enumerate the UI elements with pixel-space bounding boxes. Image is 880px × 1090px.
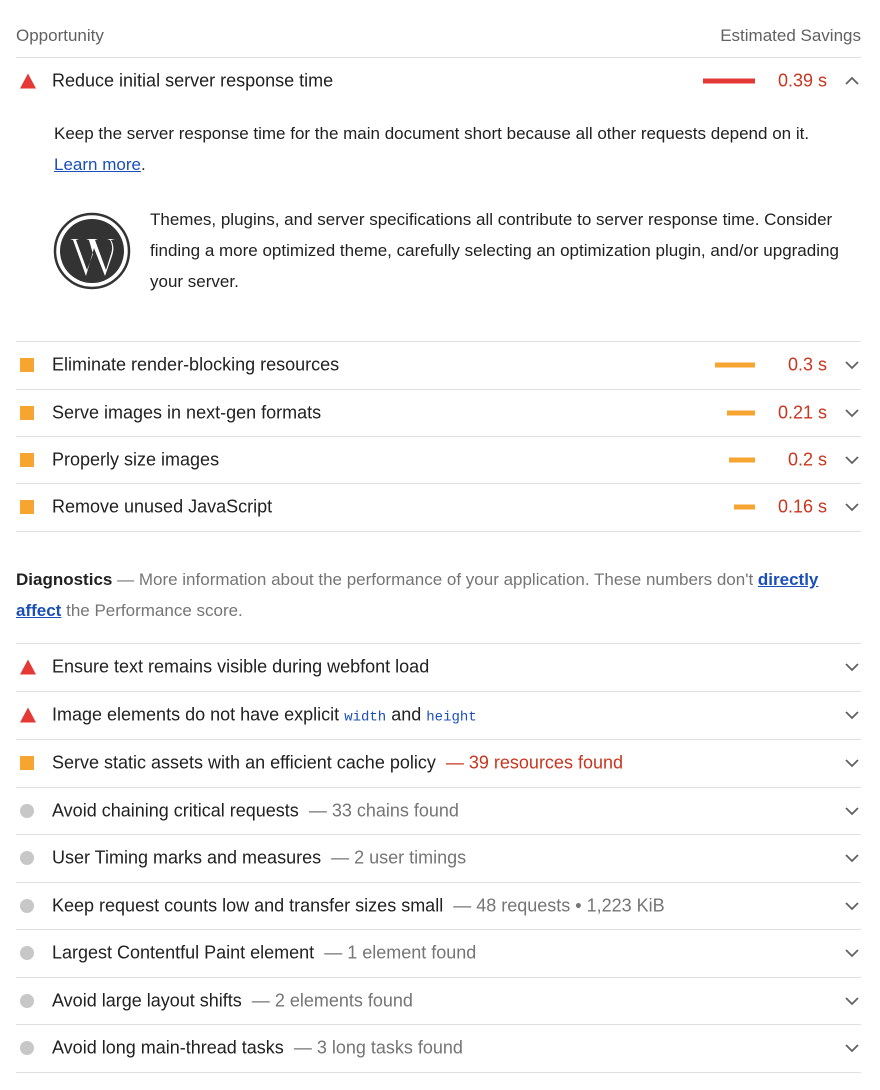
chevron-down-icon[interactable] (845, 948, 859, 958)
audit-resource-summary[interactable] (16, 882, 861, 929)
chevron-down-icon[interactable] (845, 408, 859, 418)
audit-title: Remove unused JavaScript (52, 496, 273, 516)
savings-bar (734, 504, 755, 509)
diagnostics-description: Diagnostics — More information about the performance of your application. These numbers don't directly affect the Performance score. (16, 570, 819, 620)
audit-image-explicit-dimensions[interactable] (16, 691, 861, 738)
audit-detail: 39 resources found (468, 752, 623, 772)
chevron-down-icon[interactable] (845, 806, 859, 816)
chevron-down-icon[interactable] (845, 996, 859, 1006)
wordpress-tip: Themes, plugins, and server specifications all contribute to server response time. Consider finding a more optimized theme, carefully selecting an optimization plugin, and/or upgrading your server. (150, 210, 839, 291)
savings-bar (703, 78, 755, 83)
opportunity-header (16, 24, 861, 50)
audit-unused-javascript[interactable] (16, 483, 861, 530)
audit-layout-shifts[interactable] (16, 977, 861, 1024)
audit-user-timings[interactable] (16, 834, 861, 881)
audit-long-tasks[interactable] (16, 1024, 861, 1071)
opportunity-column-label: Opportunity (16, 26, 104, 45)
fail-triangle-icon (20, 659, 36, 674)
chevron-down-icon[interactable] (845, 758, 859, 768)
audit-detail: 48 requests • 1,223 KiB (476, 895, 665, 915)
savings-value: 0.16 s (777, 496, 827, 516)
learn-more-link[interactable]: Learn more (54, 155, 141, 174)
info-circle-icon (20, 994, 34, 1008)
chevron-up-icon[interactable] (845, 76, 859, 86)
chevron-down-icon[interactable] (845, 455, 859, 465)
audit-title: Properly size images (52, 449, 220, 469)
chevron-down-icon[interactable] (845, 360, 859, 370)
average-square-icon (20, 406, 34, 420)
chevron-down-icon[interactable] (845, 710, 859, 720)
audit-title: Reduce initial server response time (52, 70, 334, 90)
audit-detail: 2 user timings (354, 847, 467, 867)
chevron-down-icon[interactable] (845, 502, 859, 512)
average-square-icon (20, 358, 34, 372)
audit-reduce-server-response-time[interactable] (16, 57, 861, 104)
audit-render-blocking[interactable] (16, 341, 861, 388)
audit-webfont-text-visible[interactable] (16, 643, 861, 690)
divider (16, 531, 861, 532)
info-circle-icon (20, 946, 34, 960)
audit-detail: 2 elements found (274, 990, 413, 1010)
audit-cache-policy[interactable] (16, 739, 861, 786)
savings-value: 0.39 s (777, 70, 827, 90)
info-circle-icon (20, 899, 34, 913)
audit-detail: 1 element found (347, 942, 477, 962)
audit-detail: 3 long tasks found (316, 1037, 463, 1057)
audit-lcp-element[interactable] (16, 929, 861, 976)
chevron-down-icon[interactable] (845, 853, 859, 863)
savings-bar (727, 410, 755, 415)
audit-title: Serve static assets with an efficient cache policy — 39 resources found (52, 752, 623, 772)
audit-title: Avoid large layout shifts — 2 elements found (52, 990, 413, 1010)
audit-title: Ensure text remains visible during webfont load (52, 656, 430, 676)
wordpress-logo-icon (53, 212, 131, 290)
audit-title: Serve images in next-gen formats (52, 402, 322, 422)
audit-title: User Timing marks and measures — 2 user timings (52, 847, 467, 867)
savings-bar (729, 457, 755, 462)
estimated-savings-column-label: Estimated Savings (720, 26, 861, 45)
average-square-icon (20, 453, 34, 467)
audit-critical-request-chains[interactable] (16, 787, 861, 834)
audit-title: Keep request counts low and transfer sizes small — 48 requests • 1,223 KiB (52, 895, 665, 915)
chevron-down-icon[interactable] (845, 662, 859, 672)
savings-value: 0.21 s (777, 402, 827, 422)
audit-title: Avoid chaining critical requests — 33 chains found (52, 800, 459, 820)
average-square-icon (20, 756, 34, 770)
fail-triangle-icon (20, 73, 36, 88)
audit-title: Image elements do not have explicit width and height (52, 704, 477, 725)
fail-triangle-icon (20, 707, 36, 722)
info-circle-icon (20, 851, 34, 865)
directly-affect-link[interactable]: directly affect (16, 570, 819, 620)
savings-value: 0.3 s (787, 354, 827, 374)
audit-detail: 33 chains found (331, 800, 459, 820)
savings-bar (715, 362, 755, 367)
divider (16, 1072, 861, 1073)
audit-title: Avoid long main-thread tasks — 3 long tasks found (52, 1037, 463, 1057)
diagnostics-heading: Diagnostics (16, 570, 113, 589)
audit-description: Keep the server response time for the main document short because all other requests depend on it. Learn more. (54, 124, 810, 174)
info-circle-icon (20, 804, 34, 818)
audit-next-gen-images[interactable] (16, 389, 861, 436)
audit-properly-size-images[interactable] (16, 436, 861, 483)
savings-value: 0.2 s (787, 449, 827, 469)
chevron-down-icon[interactable] (845, 1043, 859, 1053)
info-circle-icon (20, 1041, 34, 1055)
audit-title: Eliminate render-blocking resources (52, 354, 340, 374)
audit-title: Largest Contentful Paint element — 1 element found (52, 942, 477, 962)
chevron-down-icon[interactable] (845, 901, 859, 911)
average-square-icon (20, 500, 34, 514)
